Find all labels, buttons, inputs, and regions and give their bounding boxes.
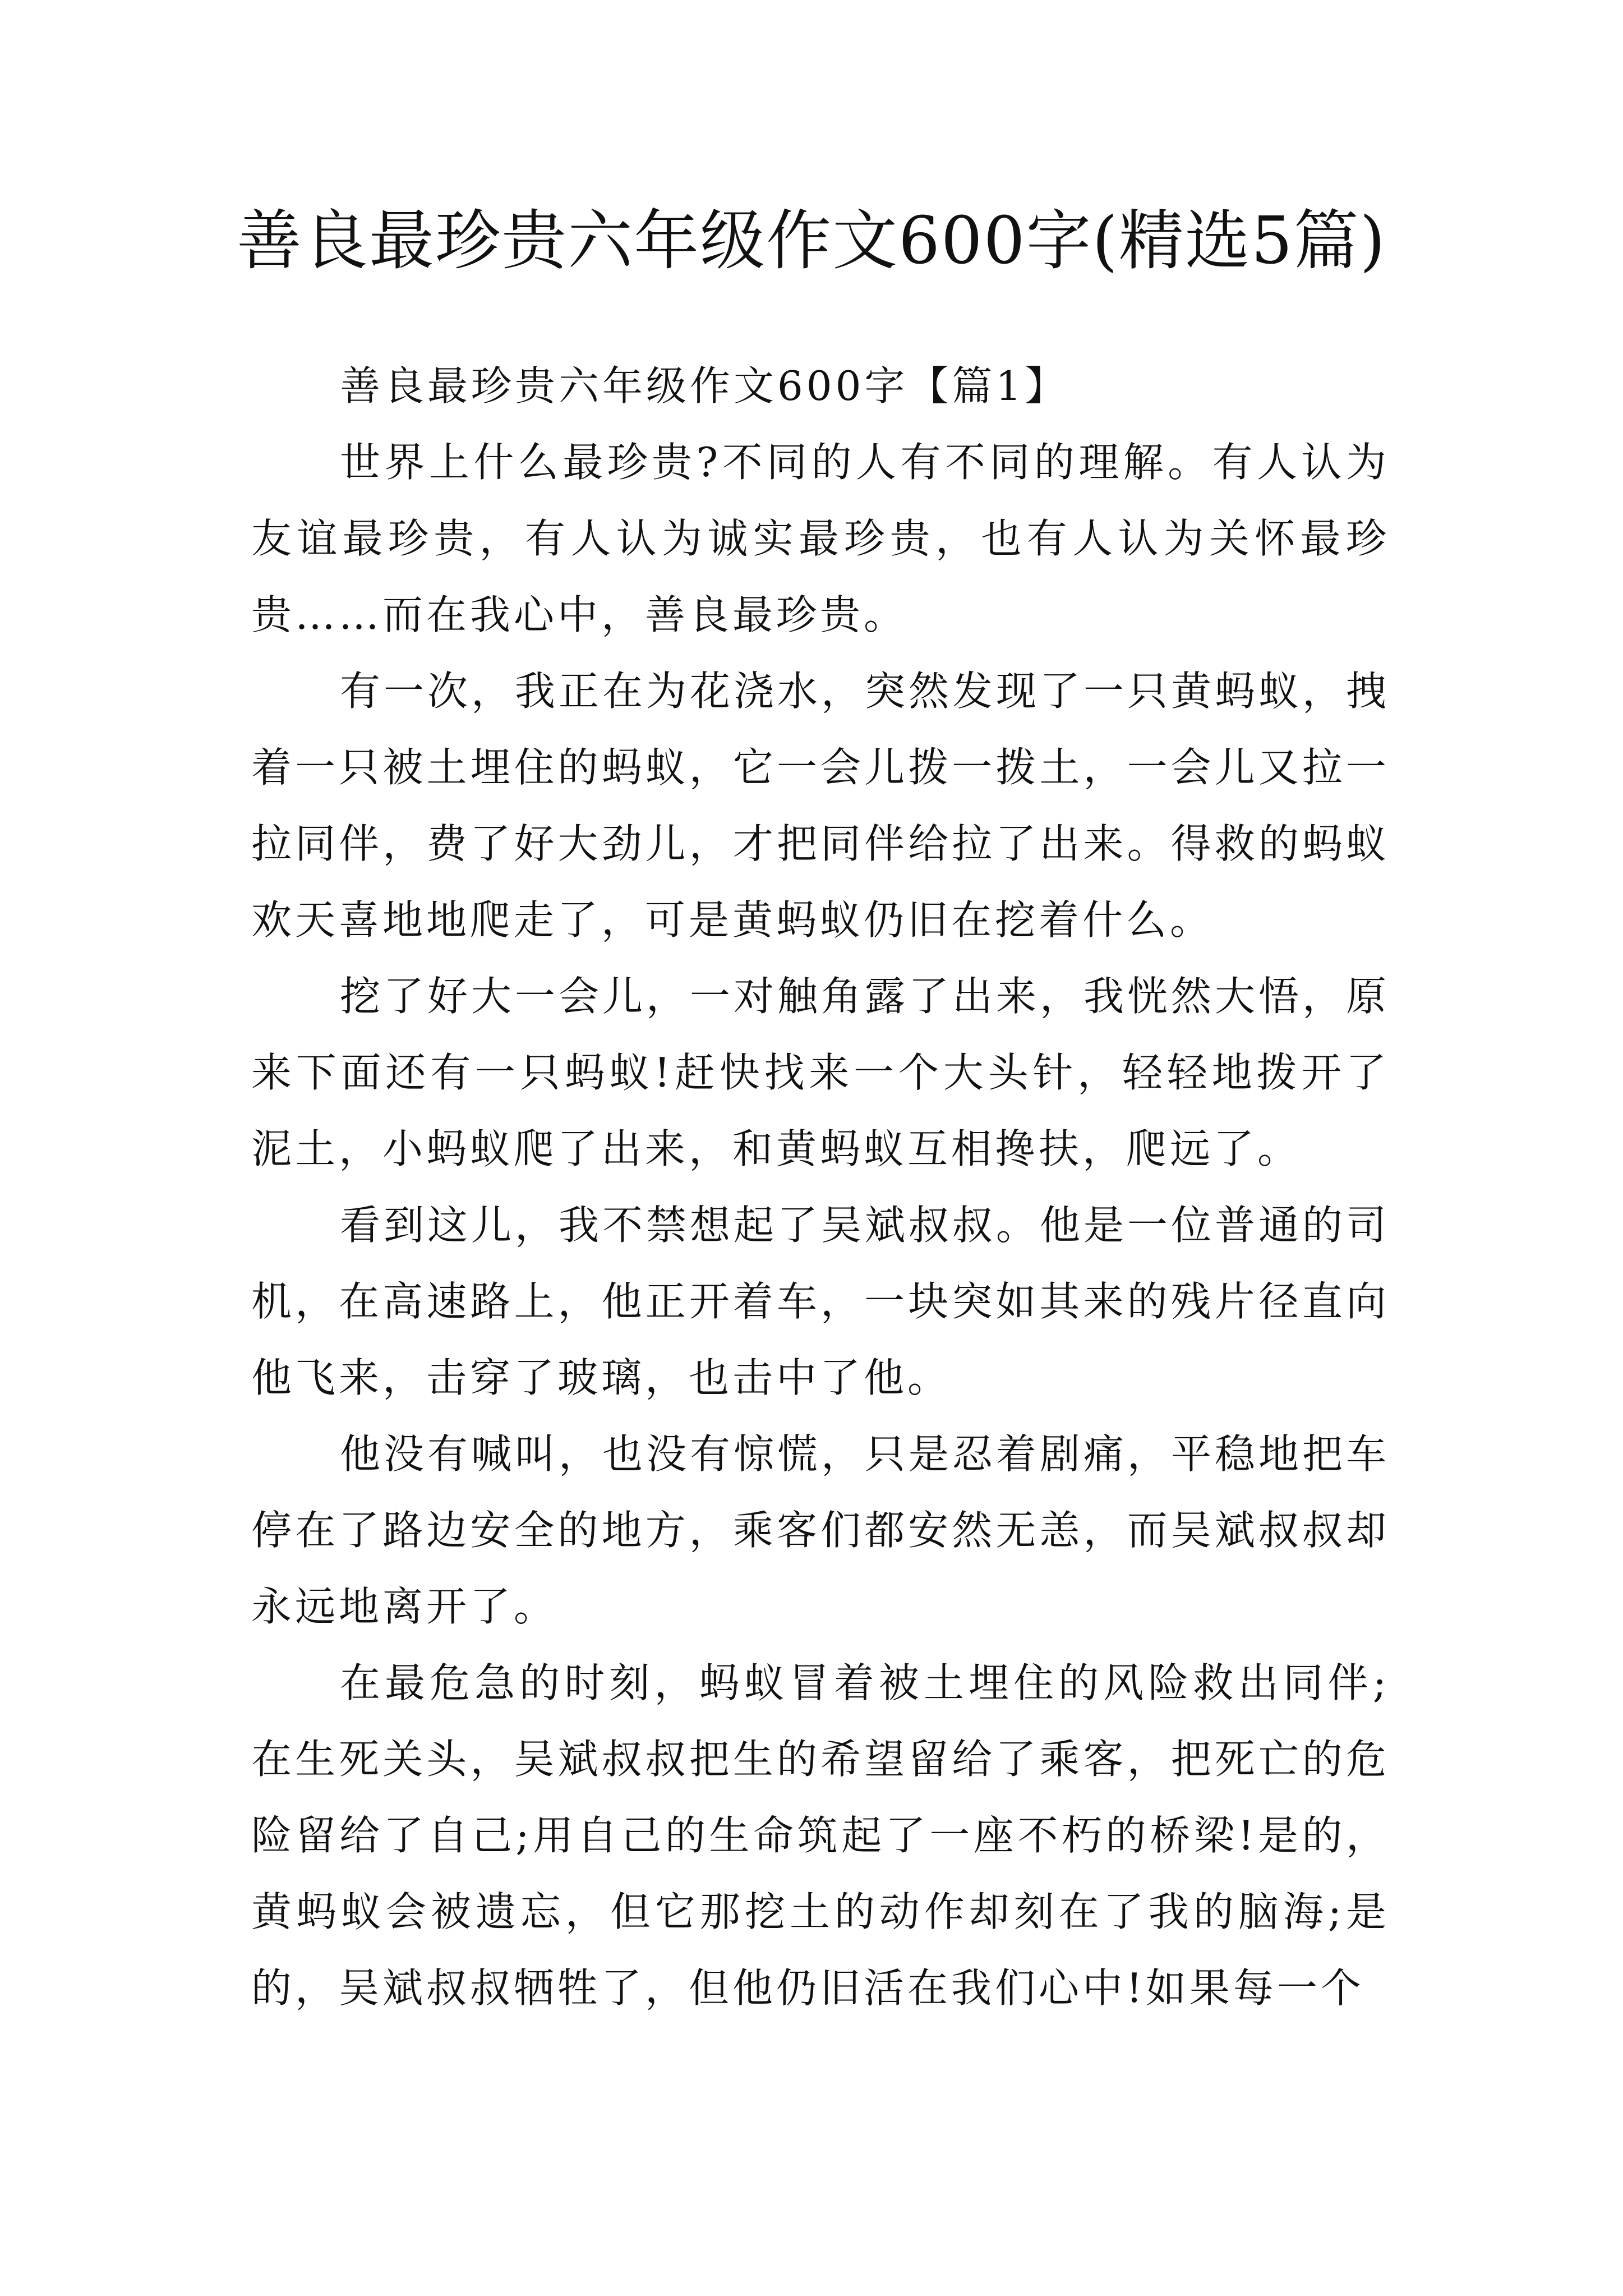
paragraph-1: 世界上什么最珍贵?不同的人有不同的理解。有人认为友谊最珍贵，有人认为诚实最珍贵，也有人认为关怀最珍贵……而在我心中，善良最珍贵。	[251, 439, 1390, 638]
document-body	[251, 348, 1390, 2026]
section-heading: 善良最珍贵六年级作文600字【篇1】	[340, 362, 1069, 409]
document-title: 善良最珍贵六年级作文600字(精选5篇)	[237, 203, 1386, 279]
paragraph-2: 有一次，我正在为花浇水，突然发现了一只黄蚂蚁，拽着一只被土埋住的蚂蚁，它一会儿拨一拨土，一会儿又拉一拉同伴，费了好大劲儿，才把同伴给拉了出来。得救的蚂蚁欢天喜地地爬走了，可是黄蚂蚁仍旧在挖着什么。	[251, 668, 1390, 944]
paragraph-3: 挖了好大一会儿，一对触角露了出来，我恍然大悟，原来下面还有一只蚂蚁!赶快找来一个大头针，轻轻地拨开了泥土，小蚂蚁爬了出来，和黄蚂蚁互相搀扶，爬远了。	[251, 973, 1390, 1172]
paragraph-6: 在最危急的时刻，蚂蚁冒着被土埋住的风险救出同伴;在生死关头，吴斌叔叔把生的希望留给了乘客，把死亡的危险留给了自己;用自己的生命筑起了一座不朽的桥梁!是的，黄蚂蚁会被遗忘，但它那挖土的动作却刻在了我的脑海;是的，吴斌叔叔牺牲了，但他仍旧活在我们心中!如果每一个	[251, 1659, 1390, 2012]
paragraph-5: 他没有喊叫，也没有惊慌，只是忍着剧痛，平稳地把车停在了路边安全的地方，乘客们都安然无恙，而吴斌叔叔却永远地离开了。	[251, 1430, 1390, 1630]
paragraph-4: 看到这儿，我不禁想起了吴斌叔叔。他是一位普通的司机，在高速路上，他正开着车，一块突如其来的残片径直向他飞来，击穿了玻璃，也击中了他。	[251, 1202, 1390, 1401]
